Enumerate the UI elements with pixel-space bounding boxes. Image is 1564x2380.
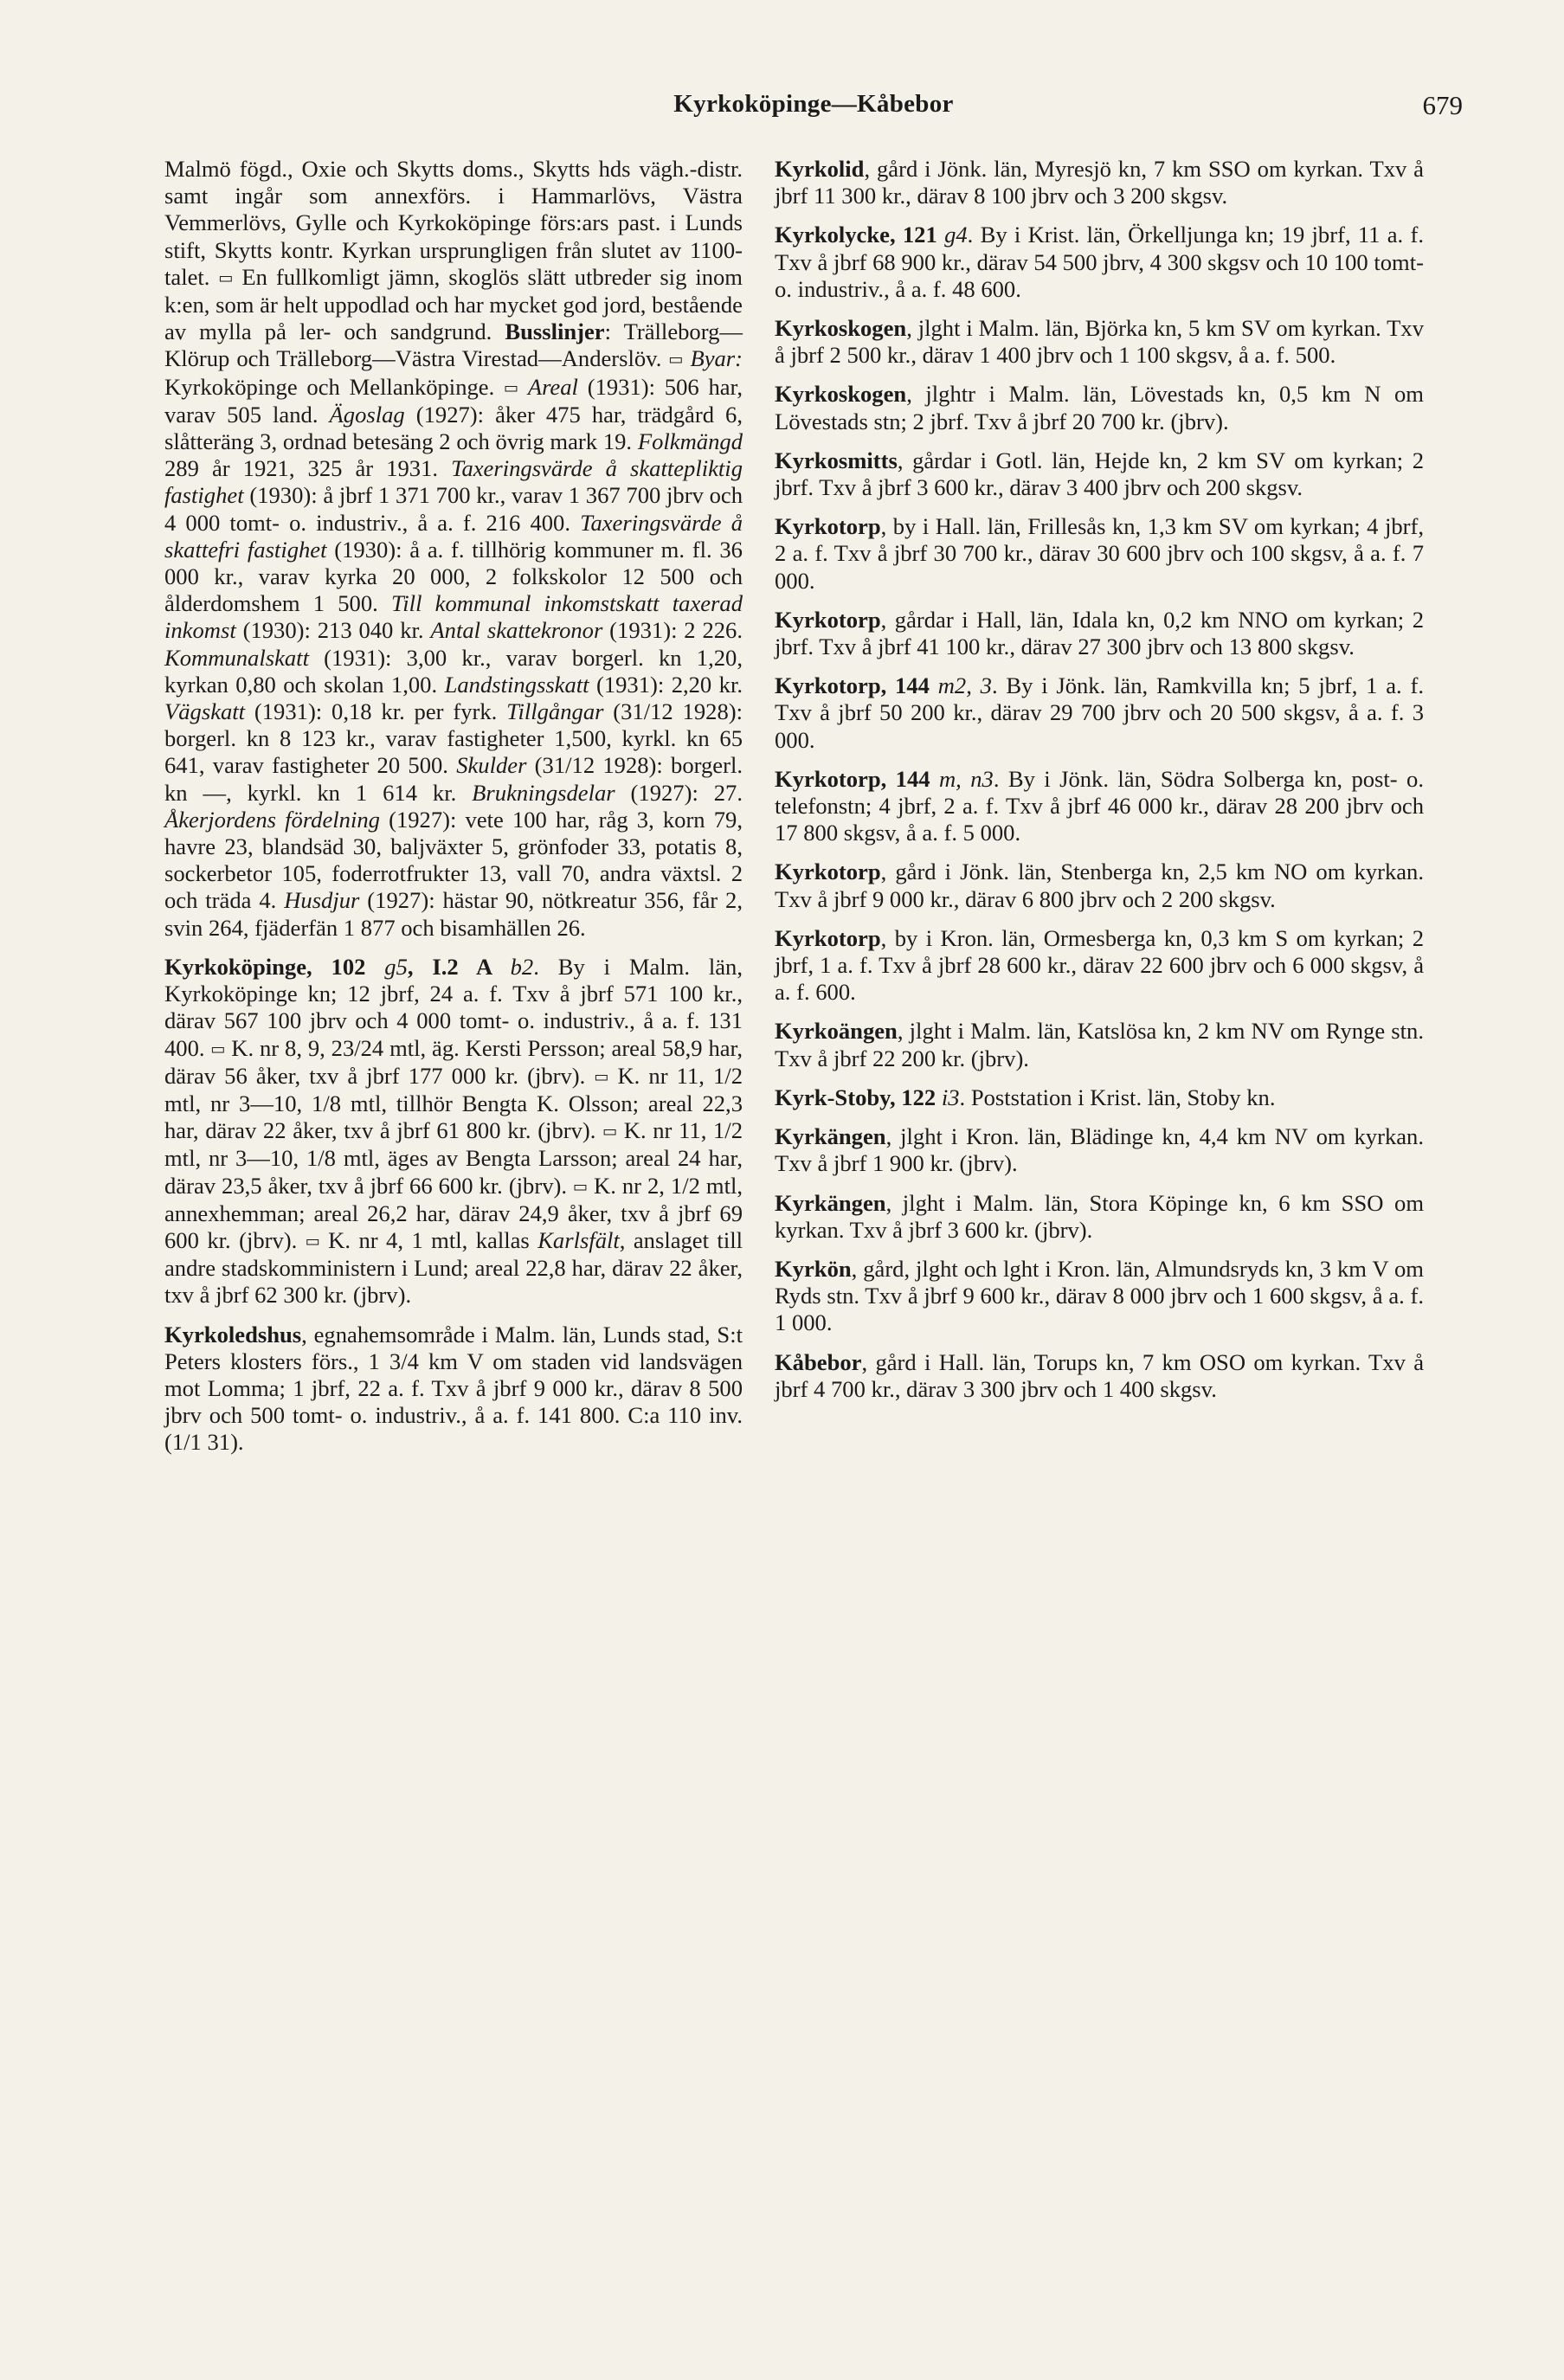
text-run: (1927): vete 100 har, råg 3, korn 79, havre 23, blandsäd 30, baljväxter 5, grönfoder 33, potatis 8, sockerbetor 105, foderrotfrukter 13, vall 70, andra växtsl. 2 och träda 4. [164, 806, 743, 914]
headword: Kyrkotorp, 144 [775, 765, 939, 792]
text-run: K. nr 2, 1/2 mtl, annexhemman; areal 26,2 har, därav 24,9 åker, txv å jbrf 69 600 kr. (jbrv). [164, 1172, 743, 1253]
entry-text [164, 156, 743, 942]
entry-kyrkolid [775, 156, 1424, 209]
italic-term: Kommunalskatt [164, 644, 309, 671]
text-run: , anslaget till andre stadskomministern i Lund; areal 22,8 har, därav 22 åker, txv å jbrf 62 300 kr. (jbrv). [164, 1226, 743, 1309]
entry-kyrkotorp-ramkvilla [775, 672, 1424, 754]
italic-term: Vägskatt [164, 698, 246, 725]
text-run: (1927): 27. [615, 779, 743, 806]
text-run: , jlght i Malm. län, Björka kn, 5 km SV om kyrkan. Txv å jbrf 2 500 kr., därav 1 400 jbrv och 1 100 skgsv, å a. f. 500. [775, 315, 1424, 369]
headword: Kyrkolycke, 121 [775, 222, 945, 248]
italic-term: Byar: [690, 345, 743, 372]
separator-symbol: ▭ [305, 1232, 320, 1251]
italic-term: Antal skattekronor [430, 617, 603, 644]
text-run: . By i Krist. län, Örkelljunga kn; 19 jbrf, 11 a. f. Txv å jbrf 68 900 kr., därav 54 500 jbrv, 4 300 skgsv och 10 100 tomt- o. industriv., å a. f. 48 600. [775, 222, 1424, 302]
italic-term: Till kommunal inkomstskatt taxerad inkomst [164, 590, 743, 644]
entry-text [775, 766, 1424, 847]
italic-term: Landstingsskatt [444, 671, 589, 698]
entry-text [775, 1084, 1424, 1111]
entry-kyrkangen-bladinge [775, 1123, 1424, 1177]
text-run: (1931): 3,00 kr., varav borgerl. kn 1,20, kyrkan 0,80 och skolan 1,00. [164, 644, 743, 698]
text-run: . By i Malm. län, Kyrkoköpinge kn; 12 jbrf, 24 a. f. Txv å jbrf 571 100 kr., därav 567 100 jbrv och 4 000 tomt- o. industriv., å a. f. 131 400. [164, 953, 743, 1061]
text-run: , jlghtr i Malm. län, Lövestads kn, 0,5 km N om Lövestads stn; 2 jbrf. Txv å jbrf 20 700 kr. (jbrv). [775, 381, 1424, 434]
entry-kyrkotorp-stenberga [775, 859, 1424, 912]
text-run: (31/12 1928): borgerl. kn 8 123 kr., varav fastigheter 1,500, kyrkl. kn 65 641, varav fastigheter 20 500. [164, 698, 743, 779]
text-run: K. nr 11, 1/2 mtl, nr 3—10, 1/8 mtl, äges av Bengta Larsson; areal 24 har, därav 23,5 åker, txv å jbrf 66 600 kr. (jbrv). [164, 1117, 743, 1199]
entry-kyrkotorp-ormesberga [775, 925, 1424, 1007]
entry-text [775, 315, 1424, 369]
italic-term: Åkerjordens fördelning [164, 806, 380, 833]
entry-text [775, 447, 1424, 501]
separator-symbol: ▭ [210, 1039, 226, 1058]
entry-kyrkotorp-idala [775, 607, 1424, 660]
italic-term: Skulder [456, 752, 527, 779]
headword: Kyrkotorp [775, 859, 881, 885]
entry-kyrkotorp-solberga [775, 766, 1424, 847]
entry-text [775, 222, 1424, 303]
headword: Kyrkolid [775, 156, 865, 182]
entry-kyrkangen-stora-kopinge [775, 1190, 1424, 1244]
grid-ref: m, n3 [938, 765, 994, 792]
text-run: Malmö fögd., Oxie och Skytts doms., Skytts hds vägh.-distr. samt ingår som annexförs. i Hammarlövs, Västra Vemmerlövs, Gylle och Kyrkoköpinge förs:ars past. i Lunds stift, Skytts kontr. Kyrkan ursprungligen från slutet av 1100-talet. [164, 156, 743, 290]
page-number: 679 [1422, 90, 1463, 120]
entry-kyrkoskogen-lovestad [775, 381, 1424, 434]
entry-text [775, 1018, 1424, 1071]
entry-text [775, 1349, 1424, 1403]
entry-kyrkoskogen-bjorka [775, 315, 1424, 369]
headword: Kyrkön [775, 1255, 852, 1282]
entry-text [775, 859, 1424, 912]
text-run: , jlght i Kron. län, Blädinge kn, 4,4 km NV om kyrkan. Txv å jbrf 1 900 kr. (jbrv). [775, 1123, 1424, 1177]
entry-kabebor [775, 1349, 1424, 1403]
text-run: . Poststation i Krist. län, Stoby kn. [959, 1084, 1276, 1110]
text-run: (1927): hästar 90, nötkreatur 356, får 2, svin 264, fjäderfän 1 877 och bisamhällen 26. [164, 887, 743, 941]
text-run: (1927): åker 475 har, trädgård 6, slåtteräng 3, ordnad betesäng 2 och övrig mark 19. [164, 401, 743, 455]
entry-kyrkokopinge-village [164, 954, 743, 1309]
headword: Kyrkosmitts [775, 447, 898, 473]
text-run: K. nr 11, 1/2 mtl, nr 3—10, 1/8 mtl, tillhör Bengta K. Olsson; areal 22,3 har, därav 22 åker, txv å jbrf 61 800 kr. (jbrv). [164, 1062, 743, 1144]
headword: Busslinjer [505, 318, 605, 345]
separator-symbol: ▭ [594, 1067, 609, 1086]
text-run: (1931): 2,20 kr. [589, 671, 743, 698]
entry-kyrkotorp-frillesas [775, 513, 1424, 595]
text-run: : Trälleborg—Klörup och Trälleborg—Västra Virestad—Anderslöv. [164, 318, 743, 372]
text-run [518, 374, 528, 400]
italic-term: Areal [527, 373, 578, 400]
text-run: En fullkomligt jämn, skoglös slätt utbreder sig inom k:en, som är helt uppodlad och har mycket god jord, bestående av mylla på ler- och sandgrund. [164, 263, 743, 345]
text-run: K. nr 4, 1 mtl, kallas [319, 1226, 538, 1253]
entry-text [775, 1256, 1424, 1337]
headword: Kyrkängen [775, 1189, 886, 1216]
text-run: 289 år 1921, 325 år 1931. [164, 455, 452, 482]
running-head: Kyrkoköpinge—Kåbebor [673, 90, 954, 118]
text-run: , gårdar i Gotl. län, Hejde kn, 2 km SV om kyrkan; 2 jbrf. Txv å jbrf 3 600 kr., därav 3 400 jbrv och 200 skgsv. [775, 447, 1424, 501]
headword: Kyrkotorp [775, 606, 881, 633]
grid-ref: i3 [941, 1084, 960, 1110]
text-run: , jlght i Malm. län, Katslösa kn, 2 km NV om Rynge stn. Txv å jbrf 22 200 kr. (jbrv). [775, 1018, 1424, 1071]
text-run: , egnahemsområde i Malm. län, Lunds stad, S:t Peters klosters förs., 1 3/4 km V om staden vid landsvägen mot Lomma; 1 jbrf, 22 a. f. Txv å jbrf 9 000 kr., därav 8 500 jbrv och 500 tomt- o. industriv., å a. f. 141 800. C:a 110 inv. (1/1 31). [164, 1321, 743, 1456]
headword: Kyrkoledshus [164, 1321, 302, 1348]
separator-symbol: ▭ [504, 378, 519, 397]
text-run: (1931): 506 har, varav 505 land. [164, 373, 743, 428]
text-run: , by i Hall. län, Frillesås kn, 1,3 km SV om kyrkan; 4 jbrf, 2 a. f. Txv å jbrf 30 700 kr., därav 30 600 jbrv och 100 skgsv, å a. f. 7 000. [775, 513, 1424, 594]
text-run: (1930): 213 040 kr. [235, 617, 431, 644]
text-run: (31/12 1928): borgerl. kn —, kyrkl. kn 1 614 kr. [164, 752, 743, 806]
italic-term: Tillgångar [506, 698, 604, 725]
separator-symbol: ▭ [602, 1122, 618, 1142]
grid-ref: b2 [510, 953, 534, 980]
text-run: , gård i Hall. län, Torups kn, 7 km OSO om kyrkan. Txv å jbrf 4 700 kr., därav 3 300 jbrv och 1 400 skgsv. [775, 1348, 1424, 1402]
italic-term: Karlsfält [537, 1226, 620, 1253]
right-column [775, 156, 1424, 1415]
text-run: . By i Jönk. län, Södra Solberga kn, post- o. telefonstn; 4 jbrf, 2 a. f. Txv å jbrf 46 000 kr., därav 28 200 jbrv och 17 800 skgsv, å a. f. 5 000. [775, 765, 1424, 846]
entry-text [775, 1190, 1424, 1244]
italic-term: Taxeringsvärde å skattefri fastighet [164, 509, 743, 563]
headword: Kyrkängen [775, 1123, 886, 1150]
text-run: (1931): 2 226. [602, 617, 743, 644]
headword: Kyrkoköpinge, 102 [164, 953, 385, 980]
italic-term: Husdjur [284, 887, 360, 914]
headword: Kyrkotorp [775, 513, 881, 540]
italic-term: Ägoslag [329, 401, 405, 428]
text-run: (1930): å jbrf 1 371 700 kr., varav 1 367 700 jbrv och 4 000 tomt- o. industriv., å a. f. 216 400. [164, 482, 743, 536]
headword: , I.2 A [407, 953, 511, 980]
headword: Kyrkoskogen [775, 315, 907, 342]
entry-text [775, 513, 1424, 595]
page-header [164, 90, 1463, 142]
entry-text [775, 1123, 1424, 1177]
text-run: K. nr 8, 9, 23/24 mtl, äg. Kersti Persson; areal 58,9 har, därav 56 åker, txv å jbrf 177 000 kr. (jbrv). [164, 1034, 743, 1089]
left-column [164, 156, 743, 1469]
separator-symbol: ▭ [218, 268, 234, 287]
text-run: , gård, jlght och lght i Kron. län, Almundsryds kn, 3 km V om Ryds stn. Txv å jbrf 9 600 kr., därav 8 000 jbrv och 1 600 skgsv, å a. f. 1 000. [775, 1255, 1424, 1336]
entry-kyrkokopinge-parish [164, 156, 743, 942]
text-run: Kyrkoköpinge och Mellanköpinge. [164, 373, 505, 400]
headword: Kyrkoskogen [775, 381, 907, 408]
headword: Kåbebor [775, 1348, 862, 1375]
text-run: , jlght i Malm. län, Stora Köpinge kn, 6 km SSO om kyrkan. Txv å jbrf 3 600 kr. (jbrv). [775, 1189, 1424, 1243]
entry-text [775, 672, 1424, 754]
entry-kyrkolycke [775, 222, 1424, 303]
text-run: . By i Jönk. län, Ramkvilla kn; 5 jbrf, 1 a. f. Txv å jbrf 50 200 kr., därav 29 700 jbrv och 20 500 skgsv, å a. f. 3 000. [775, 672, 1424, 753]
grid-ref: m2, 3 [937, 672, 992, 699]
text-run: , gård i Jönk. län, Myresjö kn, 7 km SSO om kyrkan. Txv å jbrf 11 300 kr., därav 8 100 jbrv och 3 200 skgsv. [775, 156, 1424, 209]
headword: Kyrkoängen [775, 1018, 898, 1045]
text-run: , gårdar i Hall, län, Idala kn, 0,2 km NNO om kyrkan; 2 jbrf. Txv å jbrf 41 100 kr., därav 27 300 jbrv och 13 800 skgsv. [775, 606, 1424, 660]
entry-kyrkosmitts [775, 447, 1424, 501]
text-run: , gård i Jönk. län, Stenberga kn, 2,5 km NO om kyrkan. Txv å jbrf 9 000 kr., därav 6 800 jbrv och 2 200 skgsv. [775, 859, 1424, 912]
text-run: (1931): 0,18 kr. per fyrk. [245, 698, 507, 725]
entry-kyrkoledshus [164, 1322, 743, 1457]
italic-term: Taxeringsvärde å skattepliktig fastighet [164, 455, 743, 509]
italic-term: Folkmängd [637, 428, 743, 455]
grid-ref: g4 [944, 222, 968, 248]
entry-text [775, 925, 1424, 1007]
entry-kyrk-stoby [775, 1084, 1424, 1111]
separator-symbol: ▭ [668, 351, 684, 370]
entry-kyrkon [775, 1256, 1424, 1337]
text-run: (1930): å a. f. tillhörig kommuner m. fl. 36 000 kr., varav kyrka 20 000, 2 folkskolor 12 500 och ålderdomshem 1 500. [164, 536, 743, 617]
entry-text [164, 1322, 743, 1457]
grid-ref: g5 [384, 953, 408, 980]
headword: Kyrkotorp [775, 924, 881, 951]
text-run: , by i Kron. län, Ormesberga kn, 0,3 km S om kyrkan; 2 jbrf, 1 a. f. Txv å jbrf 28 600 kr., därav 22 600 jbrv och 6 000 skgsv, å a. f. 600. [775, 924, 1424, 1006]
entry-kyrkoangen [775, 1018, 1424, 1071]
headword: Kyrkotorp, 144 [775, 672, 938, 699]
entry-text [775, 607, 1424, 660]
headword: Kyrk-Stoby, 122 [775, 1084, 942, 1110]
entry-text [164, 954, 743, 1309]
entry-text [775, 156, 1424, 209]
italic-term: Brukningsdelar [472, 779, 615, 806]
entry-text [775, 381, 1424, 434]
separator-symbol: ▭ [573, 1177, 589, 1196]
